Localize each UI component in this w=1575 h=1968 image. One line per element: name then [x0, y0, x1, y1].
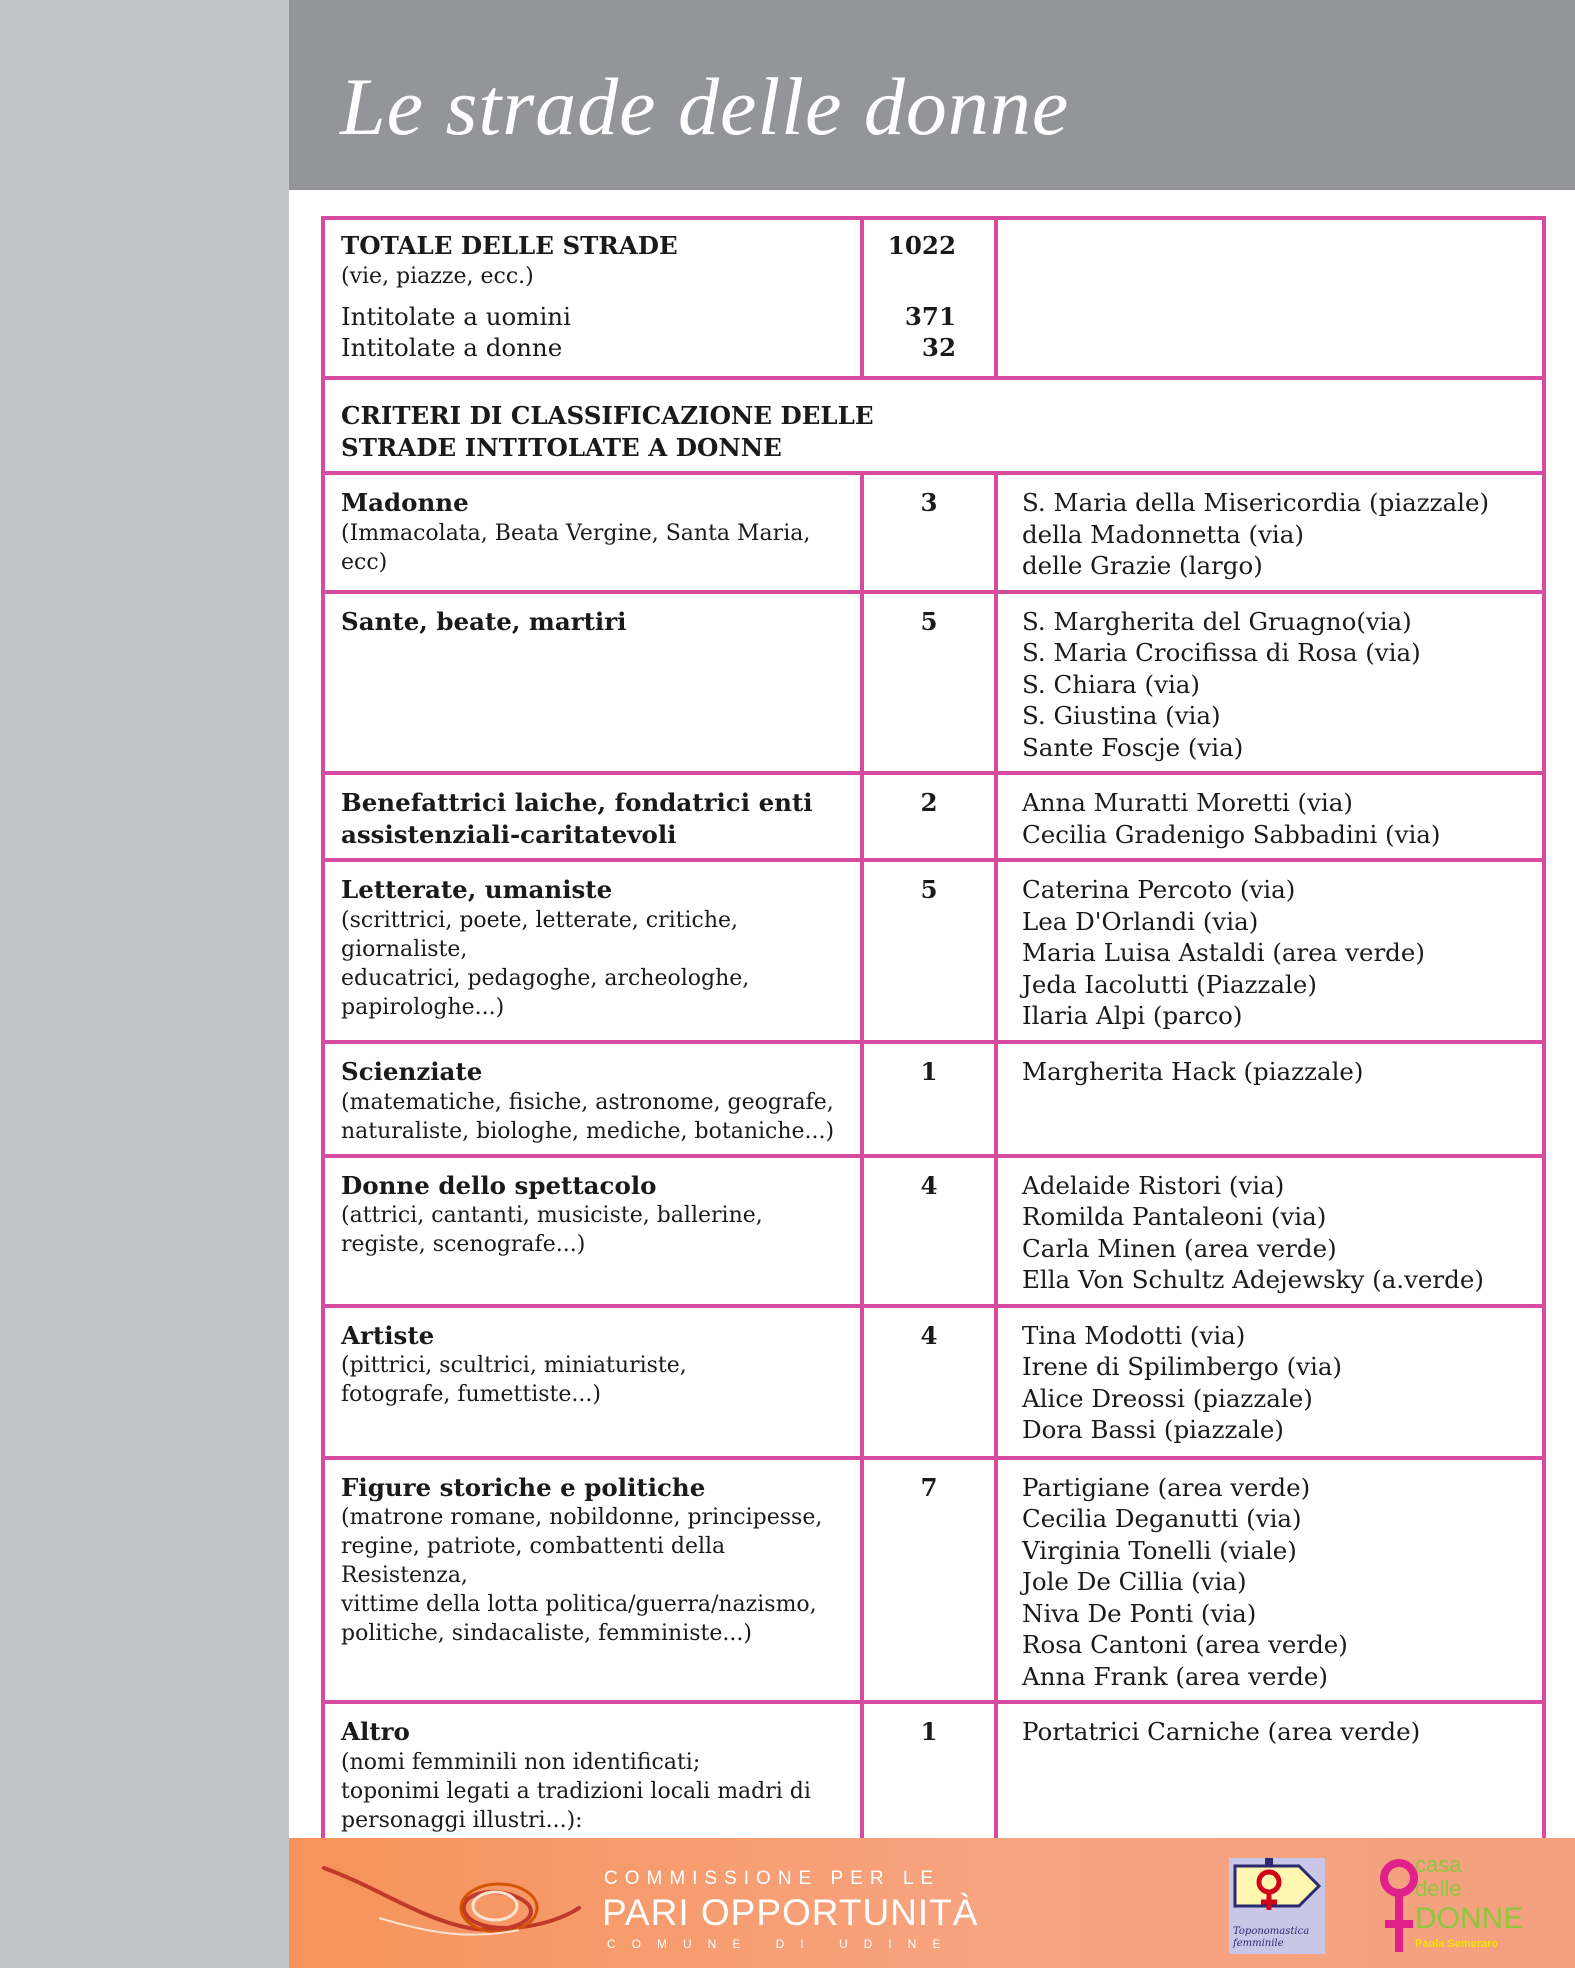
female-symbol-icon	[1379, 1852, 1419, 1956]
toponomastica-logo	[1229, 1858, 1325, 1954]
street-name: Adelaide Ristori (via)	[1022, 1170, 1285, 1200]
category-count: 1	[862, 1702, 996, 1845]
street-name: S. Chiara (via)	[1022, 669, 1200, 699]
category-row	[323, 1156, 1544, 1306]
category-description: (scrittrici, poete, letterate, critiche, giornaliste,	[341, 907, 739, 962]
street-list	[996, 1702, 1544, 1845]
category-description: (nomi femminili non identificati;	[341, 1749, 701, 1775]
category-count: 5	[862, 860, 996, 1042]
street-name: Jeda Iacolutti (Piazzale)	[1022, 969, 1317, 999]
category-description: papirologhe...)	[341, 994, 505, 1020]
category-row	[323, 1458, 1544, 1703]
street-name: S. Maria Crocifissa di Rosa (via)	[1022, 638, 1421, 667]
category-name: Scienziate	[341, 1057, 483, 1086]
street-name: Romilda Pantaleoni (via)	[1022, 1202, 1327, 1231]
commission-main-text: PARI OPPORTUNITÀ	[602, 1892, 979, 1933]
footer-band	[289, 1838, 1575, 1968]
street-name: Maria Luisa Astaldi (area verde)	[1022, 938, 1425, 967]
summary-labels	[323, 218, 862, 378]
street-name: Dora Bassi (piazzale)	[1022, 1415, 1284, 1444]
category-description: personaggi illustri...):	[341, 1807, 583, 1833]
category-description: educatrici, pedagoghe, archeologhe,	[341, 965, 750, 991]
men-value: 371	[904, 301, 956, 331]
street-name: delle Grazie (largo)	[1022, 551, 1263, 580]
category-name: Artiste	[341, 1320, 435, 1350]
street-name: Irene di Spilimbergo (via)	[1022, 1352, 1342, 1381]
street-list	[996, 592, 1544, 774]
toponomastica-label: Toponomastica femminile	[1233, 1926, 1310, 1949]
category-row	[323, 592, 1544, 774]
signpost-icon	[1229, 1858, 1325, 1918]
total-value: 1022	[887, 231, 956, 260]
category-count: 4	[862, 1156, 996, 1306]
street-name: Ella Von Schultz Adejewsky (a.verde)	[1022, 1265, 1484, 1294]
left-sidebar-band	[0, 0, 289, 1968]
page-title: Le strade delle donne	[340, 61, 1070, 152]
category-count: 4	[862, 1306, 996, 1458]
street-list	[996, 1458, 1544, 1703]
casa-line-1: casa	[1415, 1852, 1462, 1877]
category-name: Sante, beate, martiri	[341, 606, 627, 636]
category-cell	[323, 1156, 862, 1306]
criteria-heading-row	[323, 378, 1544, 473]
street-name: Anna Frank (area verde)	[1022, 1661, 1328, 1691]
criteria-heading-line-2: STRADE INTITOLATE A DONNE	[341, 432, 782, 462]
category-name: Benefattrici laiche, fondatrici enti	[341, 788, 813, 817]
category-row	[323, 1306, 1544, 1458]
casa-subtitle: Paola Semeraro	[1415, 1938, 1499, 1950]
street-name: della Madonnetta (via)	[1022, 519, 1304, 549]
category-name-line-2: assistenziali-caritatevoli	[341, 819, 677, 849]
category-description: registe, scenografe...)	[341, 1232, 586, 1257]
total-label: TOTALE DELLE STRADE	[341, 231, 678, 260]
street-name: Partigiane (area verde)	[1022, 1472, 1311, 1502]
summary-empty-cell	[996, 218, 1544, 378]
category-name: Donne dello spettacolo	[341, 1170, 657, 1200]
street-list	[996, 473, 1544, 592]
category-description: (pittrici, scultrici, miniaturiste,	[341, 1353, 687, 1378]
street-name: Portatrici Carniche (area verde)	[1022, 1717, 1421, 1746]
category-name: Madonne	[341, 488, 469, 517]
category-cell	[323, 1306, 862, 1458]
summary-row	[323, 218, 1544, 378]
swirl-logo-icon	[319, 1858, 589, 1948]
street-list	[996, 773, 1544, 860]
street-list	[996, 1156, 1544, 1306]
total-sub: (vie, piazze, ecc.)	[341, 263, 534, 289]
street-name: Sante Foscje (via)	[1022, 732, 1244, 762]
street-name: S. Giustina (via)	[1022, 701, 1221, 730]
category-description: politiche, sindacaliste, femministe...)	[341, 1621, 752, 1646]
category-name: Altro	[341, 1717, 410, 1746]
commission-bottom-text: COMUNE DI UDINE	[607, 1937, 957, 1951]
casa-delle-donne-logo	[1379, 1852, 1524, 1956]
women-value: 32	[921, 333, 956, 362]
casa-line-3: DONNE	[1415, 1902, 1524, 1935]
category-cell	[323, 773, 862, 860]
category-count: 5	[862, 592, 996, 774]
criteria-heading	[323, 378, 1544, 473]
category-description: fotografe, fumettiste...)	[341, 1382, 601, 1407]
category-description: vittime della lotta politica/guerra/nazismo,	[341, 1592, 817, 1617]
street-name: Margherita Hack (piazzale)	[1022, 1057, 1364, 1086]
men-label: Intitolate a uomini	[341, 301, 571, 331]
category-cell	[323, 1702, 862, 1845]
street-name: Caterina Percoto (via)	[1022, 875, 1296, 904]
street-name: Ilaria Alpi (parco)	[1022, 1001, 1243, 1030]
category-name: Figure storiche e politiche	[341, 1472, 706, 1502]
commission-top-text: COMMISSIONE PER LE	[604, 1868, 941, 1889]
category-description: (attrici, cantanti, musiciste, ballerine,	[341, 1203, 763, 1228]
category-description: (matrone romane, nobildonne, principesse,	[341, 1505, 823, 1530]
street-name: Niva De Ponti (via)	[1022, 1598, 1257, 1628]
category-row	[323, 473, 1544, 592]
streets-table	[321, 216, 1546, 1847]
street-name: Lea D'Orlandi (via)	[1022, 906, 1259, 936]
category-count: 7	[862, 1458, 996, 1703]
category-description: regine, patriote, combattenti della Resistenza,	[341, 1534, 726, 1588]
category-cell	[323, 1042, 862, 1156]
street-name: Jole De Cillia (via)	[1022, 1567, 1247, 1596]
category-count: 2	[862, 773, 996, 860]
street-name: Anna Muratti Moretti (via)	[1022, 788, 1353, 817]
women-label: Intitolate a donne	[341, 333, 563, 362]
category-cell	[323, 860, 862, 1042]
category-cell	[323, 473, 862, 592]
street-name: Virginia Tonelli (viale)	[1022, 1535, 1297, 1565]
category-count: 3	[862, 473, 996, 592]
category-name: Letterate, umaniste	[341, 875, 613, 904]
street-list	[996, 1042, 1544, 1156]
category-cell	[323, 592, 862, 774]
category-cell	[323, 1458, 862, 1703]
summary-values	[862, 218, 996, 378]
criteria-heading-line-1: CRITERI DI CLASSIFICAZIONE DELLE	[341, 401, 874, 430]
street-list	[996, 860, 1544, 1042]
street-name: Tina Modotti (via)	[1022, 1320, 1246, 1350]
category-row	[323, 1702, 1544, 1845]
street-name: Rosa Cantoni (area verde)	[1022, 1630, 1348, 1659]
category-row	[323, 773, 1544, 860]
street-list	[996, 1306, 1544, 1458]
category-row	[323, 1042, 1544, 1156]
category-count: 1	[862, 1042, 996, 1156]
street-name: Cecilia Deganutti (via)	[1022, 1504, 1302, 1533]
street-name: S. Maria della Misericordia (piazzale)	[1022, 488, 1490, 517]
casa-line-2: delle	[1415, 1876, 1462, 1901]
street-name: S. Margherita del Gruagno(via)	[1022, 606, 1412, 636]
category-description: (matematiche, fisiche, astronome, geografe,	[341, 1089, 834, 1115]
category-description: naturaliste, biologhe, mediche, botaniche...)	[341, 1118, 835, 1144]
street-name: Cecilia Gradenigo Sabbadini (via)	[1022, 819, 1441, 849]
category-row	[323, 860, 1544, 1042]
category-description: (Immacolata, Beata Vergine, Santa Maria, ecc)	[341, 520, 811, 575]
street-name: Carla Minen (area verde)	[1022, 1233, 1337, 1263]
street-name: Alice Dreossi (piazzale)	[1022, 1383, 1313, 1413]
category-description: toponimi legati a tradizioni locali madri di	[341, 1778, 811, 1804]
